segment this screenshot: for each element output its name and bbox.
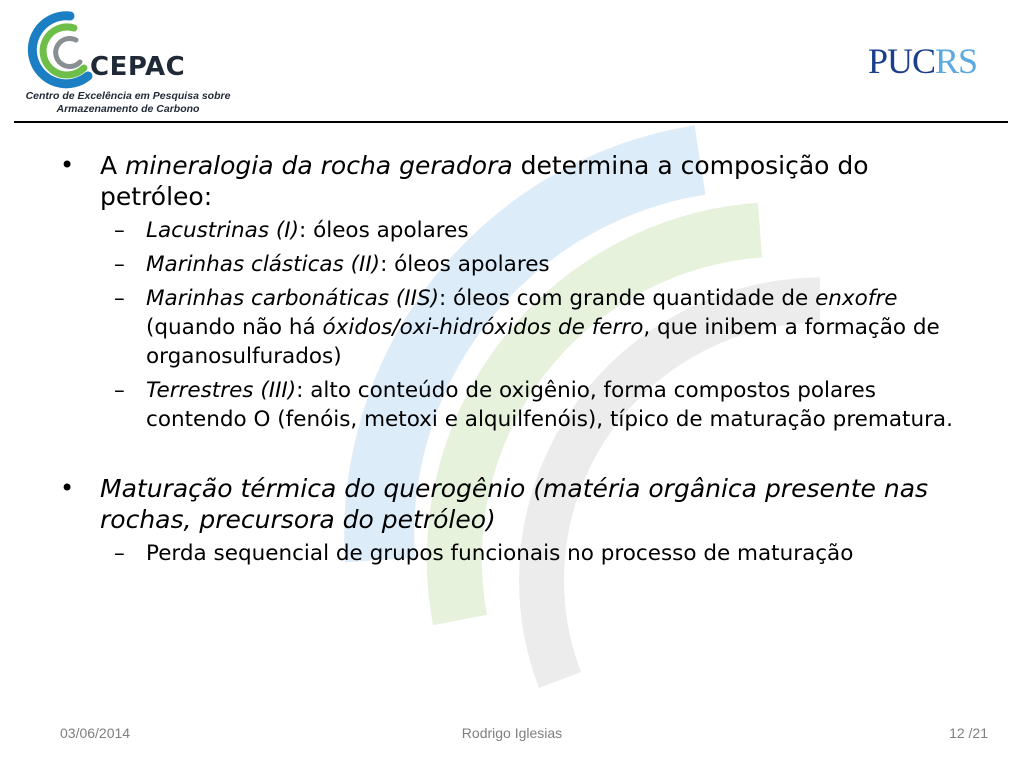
cepac-subtitle [18,90,238,116]
dash-marker: – [114,541,125,566]
text-prefix: A [100,151,126,180]
bullet-mineralogia [60,150,960,434]
pucrs-logo [868,40,977,82]
text-italic: mineralogia da rocha geradora [125,151,513,180]
cepac-logo [18,10,238,120]
subitem-term: Lacustrinas (I) [146,218,299,243]
subitem-text: : alto conteúdo de oxigênio, forma compostos polares contendo O (fenóis, metoxi e alquilfenóis), típico de maturação prematura. [146,378,953,432]
text-suffix: determina a composição do petróleo: [100,151,869,211]
dash-marker: – [114,252,125,277]
subitem-text: Perda sequencial de grupos funcionais no processo de maturação [146,541,854,566]
subitem-perda-sequencial [100,539,960,568]
dash-marker: – [114,286,125,311]
subitem-term-enxofre: enxofre [815,286,898,311]
bullet-maturacao-text [100,473,960,535]
pucrs-logo-puc: PUC [868,41,936,81]
cepac-mark-icon [18,10,98,90]
bullet-marker: • [60,151,75,179]
subitem-text: : óleos com grande quantidade de [438,286,816,311]
footer-date: 03/06/2014 [60,725,131,741]
subitem-lacustrinas [100,216,960,245]
subitem-term-oxidos: óxidos/oxi-hidróxidos de ferro [322,315,644,340]
pucrs-logo-rs: RS [935,41,978,81]
subitem-term: Marinhas clásticas (II) [146,252,381,277]
cepac-subtitle-line2: Armazenamento de Carbono [56,103,200,115]
subitem-marinhas-carbonaticas [100,284,960,371]
subitem-text: : óleos apolares [299,218,469,243]
bullet-maturacao [60,473,960,568]
header-divider [14,121,1008,123]
slide-footer [0,722,1024,746]
subitem-term: Terrestres (III) [146,378,297,403]
cepac-subtitle-line1: Centro de Excelência em Pesquisa sobre [25,90,231,102]
subitem-text: : óleos apolares [380,252,550,277]
subitem-text: (quando não há [146,315,323,340]
slide-body [60,150,960,573]
bullet-mineralogia-text [100,150,960,212]
text-italic: Maturação térmica do querogênio (matéria orgânica presente nas rochas, precursora do petróleo) [100,474,929,534]
subitem-marinhas-clasticas [100,250,960,279]
slide-header [0,0,1024,124]
subitem-term: Marinhas carbonáticas (IIS) [146,286,439,311]
bullet-marker: • [60,474,75,502]
subitem-text: , que inibem a formação de organosulfurados) [146,315,940,369]
cepac-name: CEPAC [90,52,186,82]
dash-marker: – [114,378,125,403]
subitem-terrestres [100,376,960,434]
footer-page-number: 12 /21 [949,725,988,741]
dash-marker: – [114,218,125,243]
bullet-spacer [60,439,960,473]
footer-author: Rodrigo Iglesias [461,725,563,741]
